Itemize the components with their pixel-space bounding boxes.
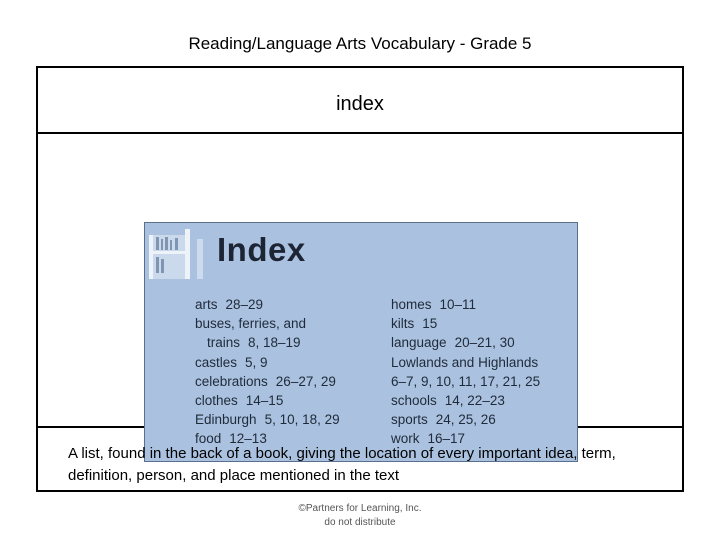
index-entry [195,410,340,429]
index-entry-label: Lowlands and Highlands [391,354,539,370]
index-entry-label: language [391,335,447,351]
index-entry [391,333,540,352]
index-entry [391,353,540,372]
index-entry [391,314,540,333]
copyright-line: ©Partners for Learning, Inc. [298,503,422,514]
index-entry [391,295,540,314]
index-entry [391,391,540,410]
index-entry [195,333,340,352]
index-entry [391,410,540,429]
index-entry-pages: 5, 9 [245,354,268,370]
index-entry-pages: 14–15 [245,393,284,409]
index-entry [391,372,540,391]
index-entry [195,314,340,333]
index-entry-pages: 15 [422,316,438,332]
index-entry-pages: 20–21, 30 [454,335,515,351]
index-entry-label: buses, ferries, and [195,316,307,332]
vocabulary-card [36,66,684,492]
index-entry-label: schools [391,393,437,409]
bookshelf-icon [147,225,209,281]
index-entry-pages: 28–29 [225,297,264,312]
index-entry [195,353,340,372]
index-entry-pages: 6–7, 9, 10, 11, 17, 21, 25 [391,373,541,389]
index-entry-label: clothes [195,393,238,409]
index-entry-label: sports [391,412,428,428]
index-entry-label: work [391,431,420,447]
index-entry [195,372,340,391]
example-image-box [38,132,682,447]
index-entry-label: trains [207,335,241,351]
definition-box [38,428,682,490]
index-entry-pages: 26–27, 29 [275,373,336,389]
index-entry-pages: 14, 22–23 [444,393,505,409]
index-entry-pages: 10–11 [439,297,477,312]
index-entry-pages: 16–17 [427,431,466,447]
copyright-footer [0,502,720,530]
distribution-note: do not distribute [324,517,396,528]
index-entry-pages: 5, 10, 18, 29 [264,412,340,428]
index-entry-label: Edinburgh [195,412,257,428]
index-right-column [391,295,540,449]
index-entry-label: celebrations [195,373,268,389]
index-entry-pages: 8, 18–19 [248,335,301,351]
vocabulary-term: index [336,93,384,115]
index-left-column [195,295,340,449]
term-box [38,68,682,134]
index-entry-label: food [195,431,222,447]
index-entry-label: homes [391,297,432,312]
index-entry [195,295,340,314]
index-entry [195,391,340,410]
index-entry-pages: 24, 25, 26 [435,412,496,428]
index-entry-pages: 12–13 [229,431,267,447]
index-entry-label: kilts [391,316,415,332]
index-heading: Index [217,231,306,268]
index-entry-label: castles [195,354,238,370]
definition-text: A list, found in the back of a book, giving the location of every important idea, term, definition, person, and place mentioned in the text [68,445,616,484]
slide-title: Reading/Language Arts Vocabulary - Grade 5 [188,34,532,53]
index-entry-label: arts [195,297,218,312]
index-page-image [144,222,578,462]
